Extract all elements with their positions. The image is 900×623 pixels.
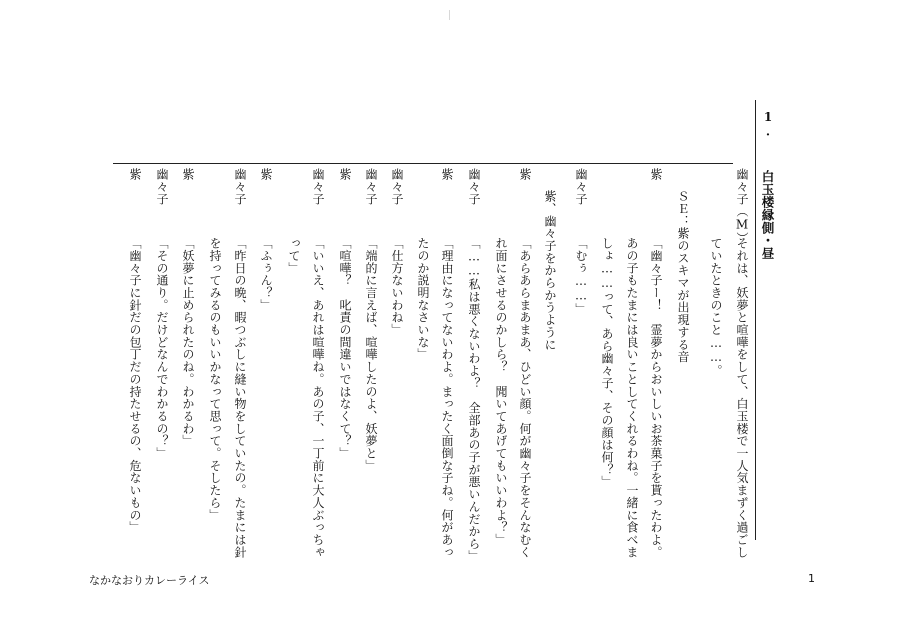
speaker-divider-rule	[113, 163, 733, 164]
dialogue-line: 「幽々子ー！ 霊夢からおいしいお茶菓子を貰ったわよ。	[649, 237, 663, 559]
dialogue-line: 「端的に言えば、喧嘩したのよ、妖夢と」	[364, 237, 378, 472]
scene-title: 白玉楼縁側・昼	[760, 170, 775, 260]
dialogue-line: を持ってみるのもいいかなって思って。そしたら」	[208, 237, 222, 522]
dialogue-line: しょ……って、あら幽々子、その顔は何？」	[600, 237, 614, 488]
dialogue-line: って」	[287, 237, 301, 275]
dialogue-line: 「幽々子に針だの包丁だの持たせるの、危ないもの」	[128, 237, 142, 534]
speaker-name: 紫	[128, 168, 142, 181]
dialogue-line: あの子もたまには良いことしてくれるわね。一緒に食べま	[625, 237, 639, 559]
dialogue-line: それは、妖夢と喧嘩をして、白玉楼で一人気まずく過ごし	[735, 237, 749, 559]
dialogue-line: 「昨日の晩、暇つぶしに縫い物をしていたの。たまには針	[233, 237, 247, 559]
speaker-name: 紫	[649, 168, 663, 181]
dialogue-line: ていたときのこと……。	[709, 237, 723, 377]
footer-script-title: なかなおりカレーライス	[89, 574, 210, 587]
dialogue-line: 「……私は悪くないわよ？ 全部あの子が悪いんだから」	[467, 237, 481, 563]
sound-effect-direction: ＳＥ：紫のスキマが出現する音	[676, 190, 690, 363]
speaker-name: 紫	[440, 168, 454, 181]
page-number: 1	[808, 572, 815, 585]
dialogue-line: 「理由になってないわよ。まったく面倒な子ね。何があっ	[440, 237, 454, 559]
dialogue-line: 「ふぅん？」	[259, 237, 273, 312]
dialogue-line: 「喧嘩？ 叱責の間違いではなくて？」	[338, 237, 352, 460]
dialogue-line: 「仕方ないわね」	[390, 237, 404, 336]
speaker-name: 紫	[181, 168, 195, 181]
dialogue-line: 「いいえ、あれは喧嘩ね。あの子、一丁前に大人ぶっちゃ	[311, 237, 325, 559]
dialogue-line: れ面にさせるのかしら？ 聞いてあげてもいいわよ？」	[494, 237, 508, 546]
speaker-name: 紫	[338, 168, 352, 181]
speaker-name: 幽々子	[467, 168, 481, 206]
dialogue-line: 「あらあらまあまあ、ひどい顔。何が幽々子をそんなむく	[518, 237, 532, 559]
speaker-name: 幽々子	[311, 168, 325, 206]
speaker-name: 幽々子	[390, 168, 404, 206]
dialogue-line: たのか説明なさいな」	[416, 237, 430, 361]
dialogue-line: 「むぅ……」	[574, 237, 588, 316]
speaker-name: 幽々子（M）	[735, 168, 749, 245]
speaker-name: 幽々子	[364, 168, 378, 206]
speaker-name: 紫	[259, 168, 273, 181]
scene-heading-rule	[755, 100, 756, 540]
speaker-name: 幽々子	[155, 168, 169, 206]
scene-number: 1.	[761, 110, 775, 139]
dialogue-line: 「妖夢に止められたのね。わかるわ」	[181, 237, 195, 447]
speaker-name: 幽々子	[233, 168, 247, 206]
speaker-name: 紫	[518, 168, 532, 181]
fold-mark	[449, 10, 450, 20]
speaker-name: 幽々子	[574, 168, 588, 206]
stage-direction: 紫、幽々子をからかうように	[543, 190, 557, 351]
dialogue-line: 「その通り。だけどなんでわかるの？」	[155, 237, 169, 460]
